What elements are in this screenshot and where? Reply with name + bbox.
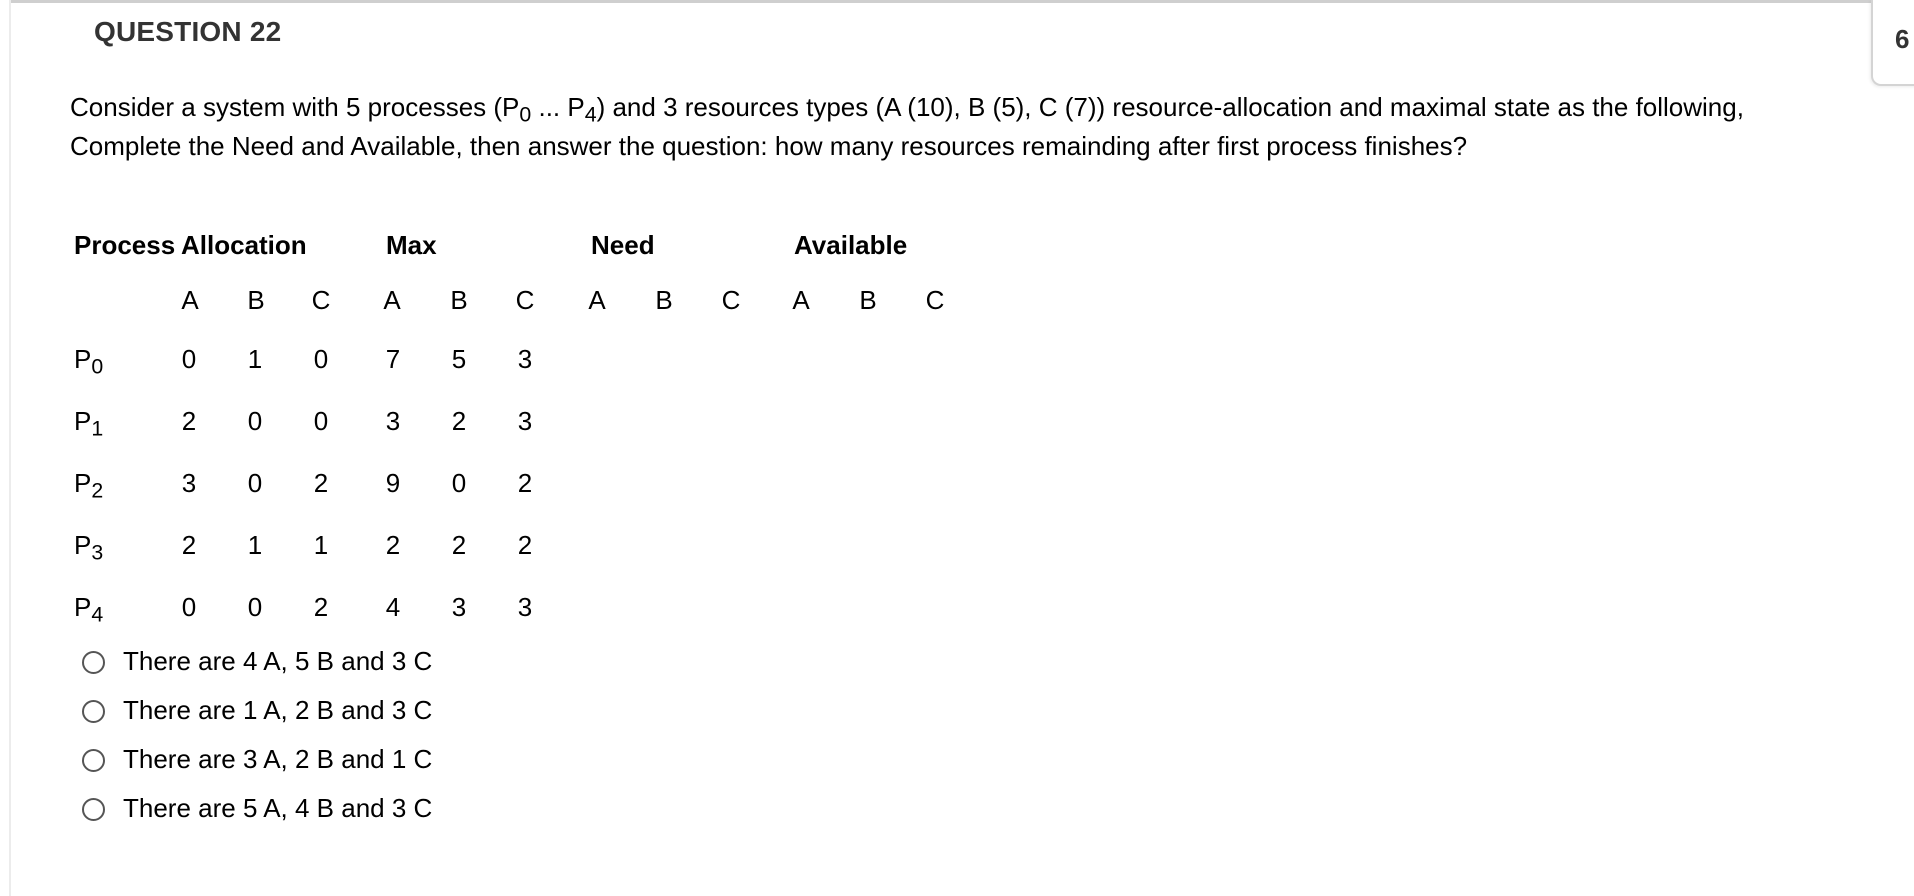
header-need: Need (591, 230, 655, 260)
column-subheader: C (515, 285, 535, 315)
answer-option[interactable] (80, 691, 500, 731)
max-value: 2 (451, 406, 467, 436)
allocation-value: 1 (247, 344, 263, 374)
header-available: Available (794, 230, 908, 260)
max-value: 3 (517, 592, 533, 622)
top-divider (10, 0, 1914, 3)
option-label: There are 3 A, 2 B and 1 C (123, 744, 433, 774)
prompt-subscript-0: 0 (519, 102, 532, 127)
allocation-value: 1 (313, 530, 329, 560)
column-subheader: A (588, 285, 606, 315)
left-divider (9, 0, 11, 896)
process-index: 3 (91, 540, 104, 565)
prompt-text-1: Consider a system with 5 processes (P (70, 92, 520, 122)
column-subheader: A (181, 285, 199, 315)
process-letter: P (74, 344, 92, 374)
allocation-value: 1 (247, 530, 263, 560)
max-value: 2 (385, 530, 401, 560)
allocation-value: 2 (313, 592, 329, 622)
allocation-value: 0 (247, 468, 263, 498)
allocation-value: 2 (313, 468, 329, 498)
prompt-text-2: ... P (531, 92, 585, 122)
header-max: Max (386, 230, 437, 260)
allocation-value: 0 (247, 592, 263, 622)
process-index: 2 (91, 478, 104, 503)
answer-option[interactable] (80, 642, 500, 682)
allocation-value: 0 (181, 344, 197, 374)
question-prompt (70, 88, 1770, 166)
prompt-subscript-4: 4 (584, 102, 597, 127)
radio-button[interactable] (82, 798, 105, 821)
process-label (74, 592, 104, 627)
allocation-value: 0 (181, 592, 197, 622)
column-subheader: B (450, 285, 468, 315)
allocation-value: 2 (181, 406, 197, 436)
process-index: 0 (91, 354, 104, 379)
process-label (74, 530, 104, 565)
max-value: 3 (517, 344, 533, 374)
max-value: 0 (451, 468, 467, 498)
max-value: 3 (517, 406, 533, 436)
answer-option[interactable] (80, 740, 500, 780)
radio-button[interactable] (82, 651, 105, 674)
option-label: There are 4 A, 5 B and 3 C (123, 646, 433, 676)
allocation-value: 2 (181, 530, 197, 560)
max-value: 3 (385, 406, 401, 436)
max-value: 2 (451, 530, 467, 560)
option-label: There are 1 A, 2 B and 3 C (123, 695, 433, 725)
radio-button[interactable] (82, 700, 105, 723)
column-subheader: B (655, 285, 673, 315)
allocation-value: 0 (313, 344, 329, 374)
column-subheader: A (383, 285, 401, 315)
allocation-value: 0 (313, 406, 329, 436)
column-subheader: B (859, 285, 877, 315)
points-badge (1871, 0, 1914, 86)
max-value: 5 (451, 344, 467, 374)
column-subheader: B (247, 285, 265, 315)
column-subheader: C (925, 285, 945, 315)
max-value: 4 (385, 592, 401, 622)
points-value: 6 (1895, 24, 1910, 54)
process-index: 1 (91, 416, 104, 441)
allocation-value: 3 (181, 468, 197, 498)
max-value: 7 (385, 344, 401, 374)
process-label (74, 468, 104, 503)
prompt-text-3: ) and 3 resources types (A (10), B (5), C (7)) resource-allocation and maximal state as the following, Complete the Need and Available, then answer the question: how many resources remainding after first process finishes? (70, 92, 1744, 161)
header-process: Process (74, 230, 176, 260)
max-value: 2 (517, 530, 533, 560)
process-label (74, 344, 104, 379)
column-subheader: A (792, 285, 810, 315)
column-subheader: C (311, 285, 331, 315)
question-title: QUESTION 22 (94, 16, 282, 47)
max-value: 3 (451, 592, 467, 622)
allocation-value: 0 (247, 406, 263, 436)
process-letter: P (74, 592, 92, 622)
process-label (74, 406, 104, 441)
process-letter: P (74, 468, 92, 498)
max-value: 9 (385, 468, 401, 498)
max-value: 2 (517, 468, 533, 498)
process-letter: P (74, 406, 92, 436)
process-letter: P (74, 530, 92, 560)
header-allocation: Allocation (181, 230, 307, 260)
column-subheader: C (721, 285, 741, 315)
option-label: There are 5 A, 4 B and 3 C (123, 793, 433, 823)
answer-option[interactable] (80, 789, 500, 829)
process-index: 4 (91, 602, 104, 627)
radio-button[interactable] (82, 749, 105, 772)
